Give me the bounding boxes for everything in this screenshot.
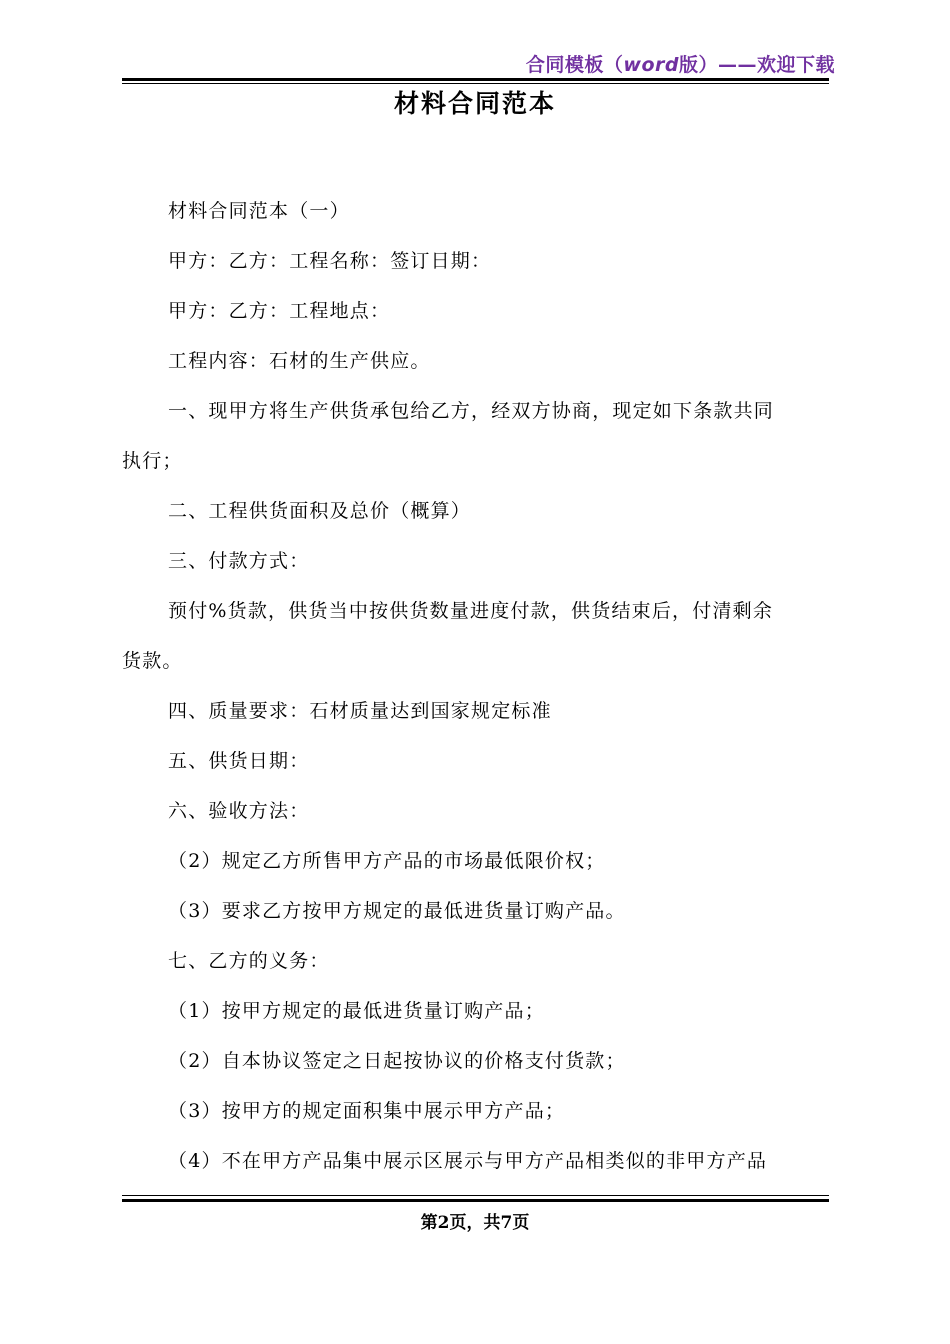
body-line: （2）规定乙方所售甲方产品的市场最低限价权； (168, 850, 606, 872)
body-line: 四、质量要求：石材质量达到国家规定标准 (168, 700, 552, 722)
page-number: 第2页，共7页 (420, 1213, 530, 1233)
body-line: 预付%货款，供货当中按供货数量进度付款，供货结束后，付清剩余 (168, 600, 774, 622)
body-line: 六、验收方法： (168, 800, 310, 822)
body-line: （1）按甲方规定的最低进货量订购产品； (168, 1000, 545, 1022)
page-header (526, 50, 835, 77)
footer-rule-thin (122, 1195, 829, 1196)
body-line: 执行； (122, 450, 183, 472)
body-line: 七、乙方的义务： (168, 950, 330, 972)
header-word: word (623, 54, 679, 76)
body-line: 甲方：乙方：工程名称：签订日期： (168, 250, 492, 272)
body-line: （4）不在甲方产品集中展示区展示与甲方产品相类似的非甲方产品 (168, 1150, 768, 1172)
document-title: 材料合同范本 (393, 89, 556, 118)
body-line: 货款。 (122, 650, 183, 672)
header-suffix: 版）——欢迎下载 (678, 54, 835, 76)
body-line: 一、现甲方将生产供货承包给乙方，经双方协商，现定如下条款共同 (168, 400, 775, 422)
body-line: 甲方：乙方：工程地点： (168, 300, 391, 322)
body-line: （3）要求乙方按甲方规定的最低进货量订购产品。 (168, 900, 626, 922)
body-line: 三、付款方式： (168, 550, 310, 572)
header-prefix: 合同模板（ (525, 54, 624, 76)
body-line: （3）按甲方的规定面积集中展示甲方产品； (168, 1100, 566, 1122)
body-line: 二、工程供货面积及总价（概算） (168, 500, 472, 522)
body-line: （2）自本协议签定之日起按协议的价格支付货款； (168, 1050, 626, 1072)
body-line: 材料合同范本（一） (168, 200, 350, 222)
header-rule-thick (122, 78, 829, 81)
body-line: 工程内容：石材的生产供应。 (168, 350, 431, 372)
body-line: 五、供货日期： (168, 750, 310, 772)
footer-rule-thick (122, 1199, 829, 1202)
